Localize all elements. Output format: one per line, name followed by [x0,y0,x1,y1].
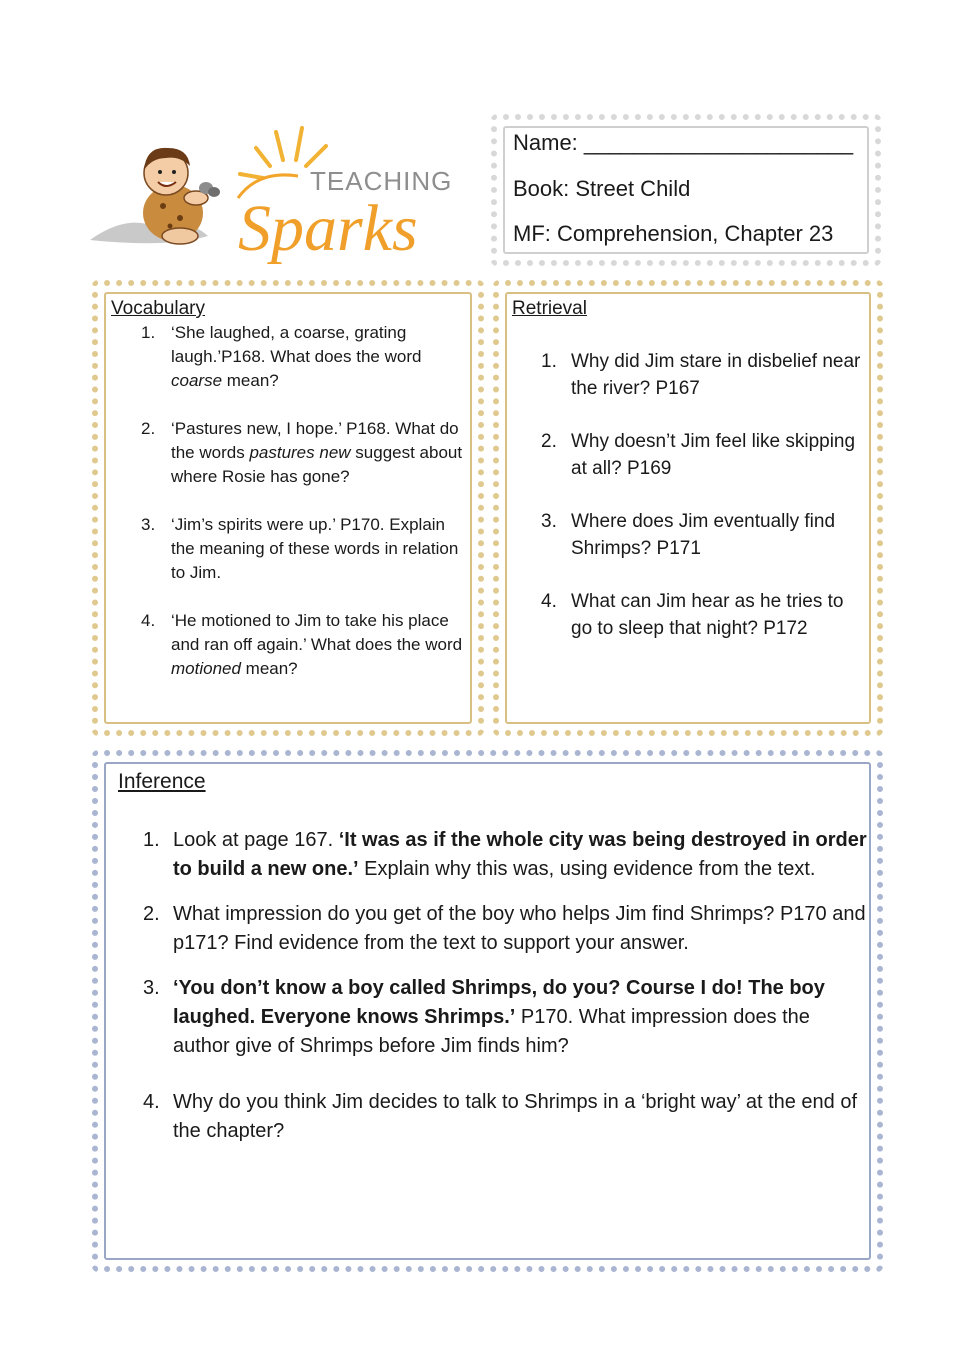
vocabulary-list [141,321,471,681]
retrieval-box [493,280,883,736]
vocabulary-question: 4. ‘He motioned to Jim to take his place and ran off again.’ What does the word motioned mean? [141,611,463,678]
inference-box [92,750,883,1272]
inference-question: 3. ‘You don’t know a boy called Shrimps, do you? Course I do! The boy laughed. Everyone knows Shrimps.’ P170. What impression does the author give of Shrimps before Jim finds him? [143,977,825,1057]
vocabulary-heading: Vocabulary [111,298,206,319]
inference-question: 1. Look at page 167. ‘It was as if the whole city was being destroyed in order to build a new one.’ Explain why this was, using evidence from the text. [143,829,867,880]
retrieval-question: 2. Why doesn’t Jim feel like skipping at all? P169 [541,431,856,479]
header-box [491,114,881,266]
teaching-sparks-logo [88,118,458,268]
name-field-label: Name: ______________________ [513,130,854,155]
caveman-logo-icon [88,118,458,268]
mf-label: MF: Comprehension, Chapter 23 [513,221,834,246]
vocabulary-box [92,280,484,736]
vocabulary-question: 3. ‘Jim’s spirits were up.’ P170. Explain the meaning of these words in relation to Jim. [141,515,459,582]
vocabulary-question: 2. ‘Pastures new, I hope.’ P168. What do the words pastures new suggest about where Rosie has gone? [141,419,463,486]
retrieval-question: 3. Where does Jim eventually find Shrimps? P171 [541,511,836,559]
retrieval-list [541,348,861,642]
logo-word-teaching: TEACHING [310,166,453,196]
inference-question: 2. What impression do you get of the boy who helps Jim find Shrimps? P170 and p171? Find evidence from the text to support your answer. [143,903,866,954]
retrieval-question: 4. What can Jim hear as he tries to go to sleep that night? P172 [541,591,844,639]
retrieval-question: 1. Why did Jim stare in disbelief near the river? P167 [541,351,861,399]
vocabulary-question: 1. ‘She laughed, a coarse, grating laugh.’P168. What does the word coarse mean? [141,323,422,390]
inference-question: 4. Why do you think Jim decides to talk to Shrimps in a ‘bright way’ at the end of the chapter? [143,1091,858,1142]
logo-word-sparks: Sparks [238,192,418,265]
retrieval-heading: Retrieval [512,298,587,319]
inference-list [143,826,868,1146]
inference-heading: Inference [118,770,206,793]
book-label: Book: Street Child [513,176,691,201]
